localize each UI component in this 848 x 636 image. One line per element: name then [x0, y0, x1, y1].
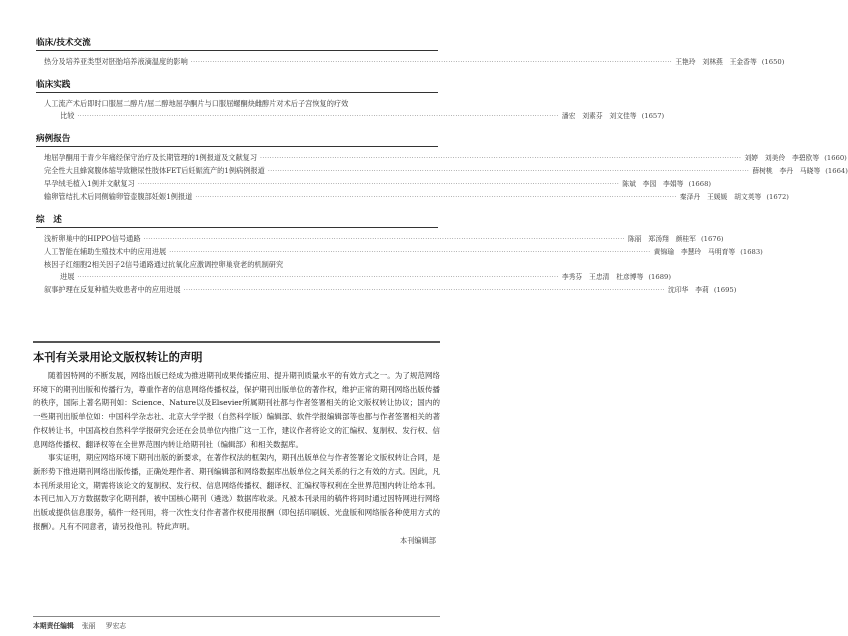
toc-entry[interactable]: [36, 233, 724, 246]
entry-authors: 黄锦瑜 李慧玲 马明育等: [653, 248, 736, 256]
leader-dots: ········································································································································································································: [267, 168, 750, 175]
toc-entry[interactable]: [36, 56, 785, 69]
leader-dots: ········································································································································································································: [77, 274, 559, 281]
footer-editor: 张丽: [81, 622, 96, 630]
entry-authors: 陈斌 李园 李娟等: [622, 180, 684, 188]
entry-authors: 薛树桃 李丹 马晓等: [752, 167, 821, 175]
copyright-notice: [33, 349, 440, 546]
toc-section: [36, 132, 848, 204]
entry-page: (1683): [740, 248, 763, 256]
entry-title-continued: 比较: [60, 111, 75, 120]
toc-entry[interactable]: [36, 152, 847, 165]
entry-title: 输卵管结扎术后同侧输卵管壶腹部妊娠1例报道: [44, 192, 193, 201]
table-of-contents: [36, 36, 848, 306]
entry-page: (1664): [825, 167, 848, 175]
leader-dots: ········································································································································································································: [260, 155, 742, 162]
notice-title: 本刊有关录用论文版权转让的声明: [33, 351, 203, 364]
section-divider: [33, 341, 440, 343]
entry-page: (1676): [700, 235, 724, 243]
toc-section: [36, 36, 785, 69]
leader-dots: ········································································································································································································: [137, 181, 620, 188]
entry-title: 早孕绒毛植入1例并文献复习: [44, 179, 135, 188]
entry-page: (1660): [824, 154, 847, 162]
entry-title: 核因子红细胞2相关因子2信号通路通过抗氧化应激调控卵巢衰老的机制研究: [44, 260, 284, 269]
entry-page: (1672): [766, 193, 789, 201]
entry-title: 浅析卵巢中的HIPPO信号通路: [44, 234, 141, 243]
entry-title: 人工智能在辅助生殖技术中的应用进展: [44, 247, 167, 256]
entry-authors: 李秀芬 王忠清 杜彦博等: [561, 273, 644, 281]
notice-signature: 本刊编辑部: [400, 536, 436, 546]
entry-title: 人工流产术后即时口服屈二醇片/屈二醇地屈孕酮片与口服屈螺酮炔雌醇片对术后子宫恢复的疗效: [44, 99, 349, 108]
toc-entry[interactable]: [36, 165, 848, 178]
entry-title-continued: 进展: [60, 272, 75, 281]
entry-title: 完全性大且蜂窝腹体缩导致糖尿性肢体FET后妊娠流产的1例病例报道: [44, 166, 265, 175]
footer-label: 本期责任编辑: [33, 622, 74, 630]
toc-entry[interactable]: [36, 98, 665, 123]
leader-dots: ········································································································································································································: [190, 59, 673, 66]
entry-page: (1650): [761, 58, 785, 66]
footer-editor: 罗宏志: [105, 622, 127, 630]
entry-page: (1657): [641, 112, 665, 120]
toc-entry[interactable]: [36, 284, 737, 297]
notice-paragraph: 随着因特网的不断发展，网络出版已经成为推进期刊成果传播应用、提升期刊质量水平的有效方式之一。为了规范网络环境下的期刊出版和传播行为，尊重作者的信息网络传播权益，保护期刊出版单位的著作权，维护正常的期刊网络出版传播的秩序，国际上著名期刊如：Science、Nature以及Elsevier所属期刊社都与作者签署相关的论文版权转让协议；国内的一些期刊出版单位如：中国科学杂志社、北京大学学报（自然科学版）编辑部、软件学报编辑部等也都与作者签署相关的著作权转让书，中国高校自然科学学报研究会还在会员单位内推广这一工作，建议作者将论文的汇编权、复制权、发行权、信息网络传播权、翻译权等在全世界范围内转让给期刊社（编辑部）和相关数据库。: [33, 371, 440, 449]
notice-paragraph: 事实证明，期应网络环境下期刊出版的新要求，在著作权法的框架内，期刊出版单位与作者签署论文版权转让合同，是新形势下推进期刊网络出版传播，正确处理作者、期刊编辑部和网络数据库出版单位之间关系的行之有效的方式。因此，凡本刊所录用论文，期需将该论文的复制权、发行权、信息网络传播权、翻译权、汇编权等权利在全世界范围内转让给本刊。本刊已加入万方数据数字化期刊群，被中国核心期刊（遴选）数据库收录。凡被本刊录用的稿件将同时通过因特网进行网络出版或提供信息服务，稿件一经刊用，将一次性支付作者著作权使用报酬（即包括印刷版、光盘版和网络版各种使用方式的报酬）。凡有不同意者，请另投他刊。特此声明。: [33, 453, 440, 531]
toc-section-title: 临床实践: [36, 78, 438, 93]
toc-section: [36, 213, 763, 297]
toc-entry[interactable]: [36, 246, 763, 259]
toc-section-title: 病例报告: [36, 132, 438, 147]
entry-page: (1668): [688, 180, 712, 188]
entry-authors: 刘婷 刘美伶 李碧欧等: [744, 154, 820, 162]
toc-entry[interactable]: [36, 191, 789, 204]
toc-entry[interactable]: [36, 259, 672, 284]
toc-section-title: 临床/技术交流: [36, 36, 438, 51]
entry-authors: 王艳玲 刘林燕 王金香等: [675, 58, 757, 66]
entry-title: 地屈孕酮用于青少年痛经保守治疗及长期管理的1例报道及文献复习: [44, 153, 258, 162]
toc-section-title: 综 述: [36, 213, 438, 228]
entry-authors: 秦泽丹 王媛媛 胡文英等: [679, 193, 762, 201]
entry-authors: 潘宏 刘素芬 刘文佳等: [561, 112, 637, 120]
leader-dots: ········································································································································································································: [195, 194, 677, 201]
leader-dots: ········································································································································································································: [169, 249, 651, 256]
entry-page: (1689): [648, 273, 672, 281]
entry-authors: 沈印华 李莉: [668, 286, 709, 294]
entry-title: 叙事护理在反复种植失败患者中的应用进展: [44, 285, 181, 294]
toc-section: [36, 78, 665, 123]
entry-authors: 陈丽 郑汤翔 颜桂军: [628, 235, 696, 243]
entry-title: 热分及培养亚类型对胚胎培养液滴温度的影响: [44, 57, 188, 66]
leader-dots: ········································································································································································································: [183, 287, 666, 294]
entry-page: (1695): [713, 286, 737, 294]
leader-dots: ········································································································································································································: [143, 236, 626, 243]
leader-dots: ········································································································································································································: [77, 113, 559, 120]
toc-entry[interactable]: [36, 178, 712, 191]
page-footer: [33, 616, 440, 630]
